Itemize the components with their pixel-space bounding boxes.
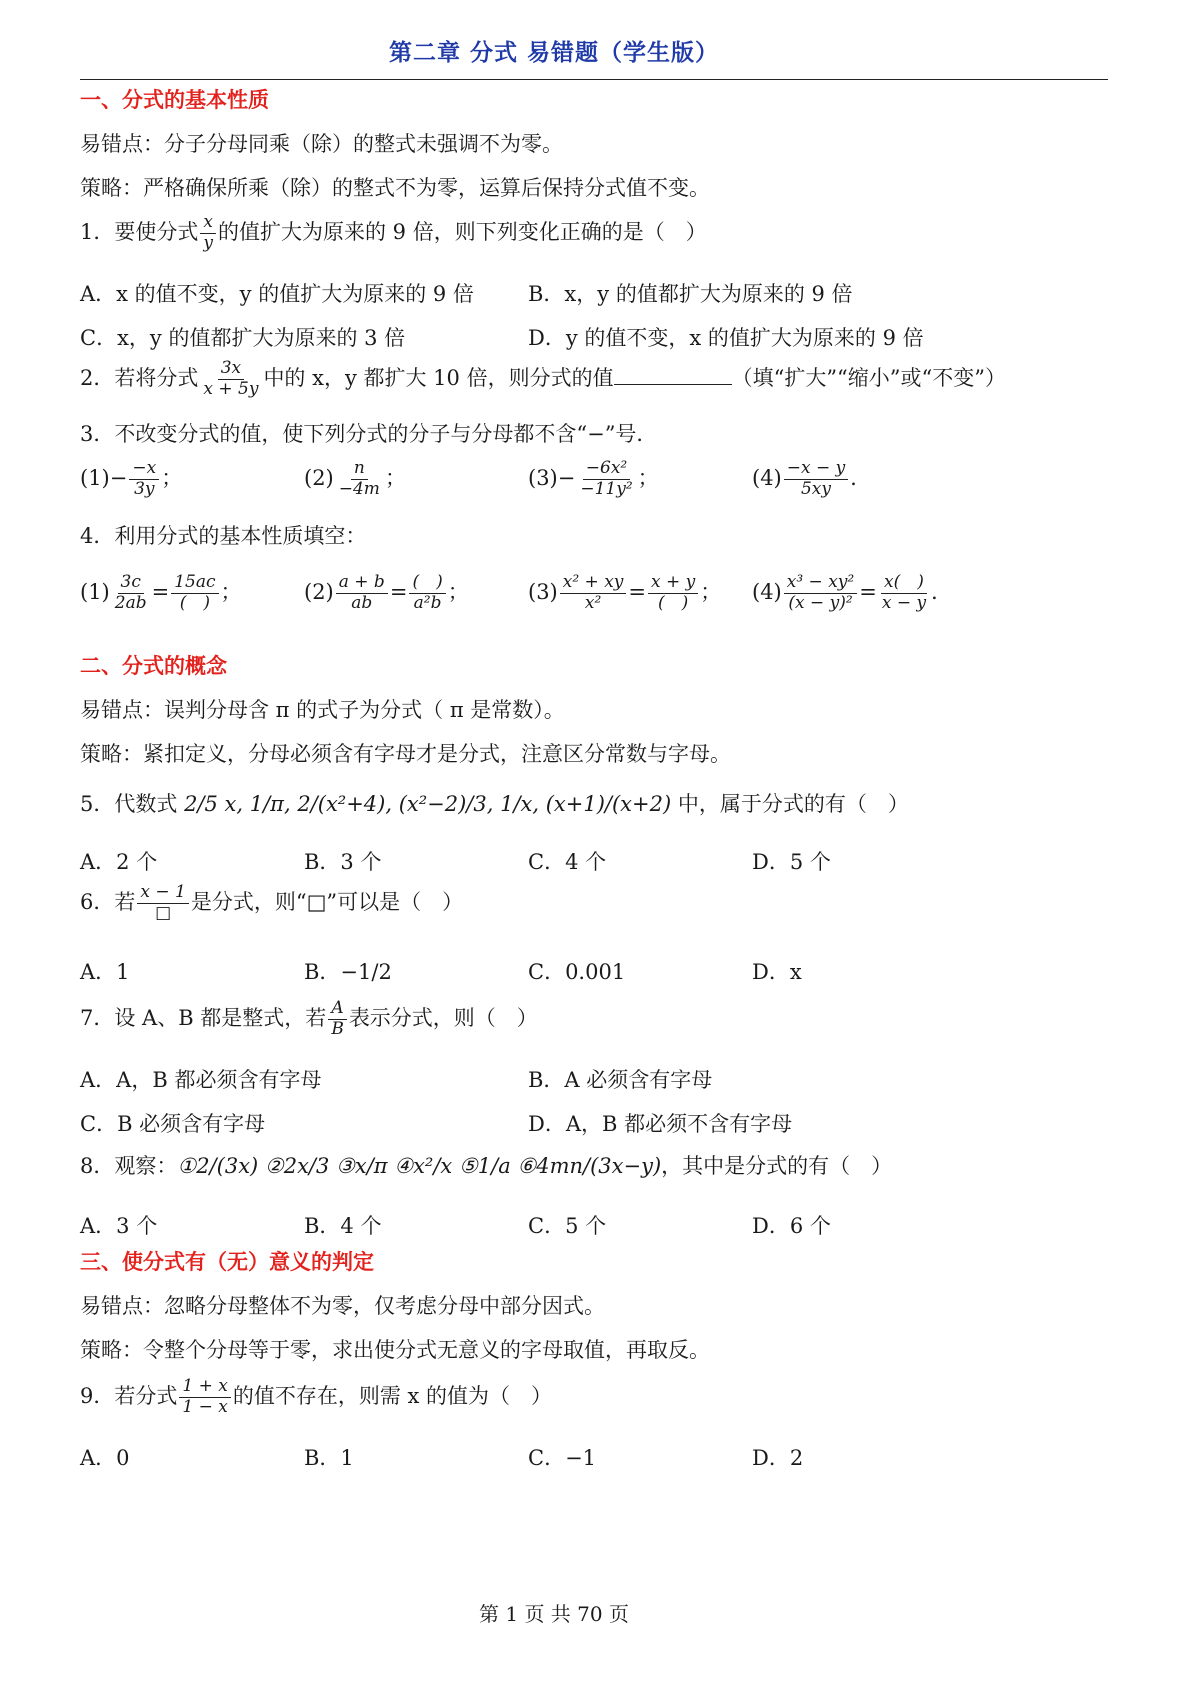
- q1-stem-pre: 1．要使分式: [80, 219, 199, 244]
- question-8: 8．观察：①2/(3x) ②2x/3 ③x/π ④x²/x ⑤1/a ⑥4mn/(3x−y)，其中是分式的有（ ）: [80, 1154, 893, 1178]
- q3-item-2: (2) $\frac{n}{-4m}$ ；: [304, 458, 406, 499]
- q1-stem-post: 的值扩大为原来的 9 倍，则下列变化正确的是（ ）: [217, 219, 707, 244]
- question-2: 2．若将分式 $\frac{3x}{x + 5y}$ 中的 x，y 都扩大 10 倍，则分式的值 （填“扩大”“缩小”或“不变”）: [80, 358, 1006, 399]
- q6-fraction: $\frac{x - 1}{□}$: [137, 884, 188, 923]
- q1-option-a: A．x 的值不变，y 的值扩大为原来的 9 倍: [80, 282, 474, 306]
- q9-option-c: C．−1: [528, 1446, 597, 1470]
- q6-option-d: D．x: [752, 960, 802, 984]
- q9-option-d: D．2: [752, 1446, 804, 1470]
- section-1-strategy: 策略：严格确保所乘（除）的整式不为零，运算后保持分式值不变。: [80, 176, 710, 200]
- q9-option-a: A．0: [80, 1446, 130, 1470]
- section-title-2: 二、分式的概念: [80, 654, 227, 678]
- q8-option-a: A．3 个: [80, 1214, 158, 1238]
- q1-option-d: D．y 的值不变，x 的值扩大为原来的 9 倍: [528, 326, 924, 350]
- q5-option-d: D．5 个: [752, 850, 831, 874]
- q1-fraction: $\frac{x}{y}$: [200, 214, 216, 253]
- question-7: 7．设 A、B 都是整式，若 $\frac{A}{B}$ 表示分式，则（ ）: [80, 998, 538, 1039]
- q8-option-b: B．4 个: [304, 1214, 382, 1238]
- q6-option-c: C．0.001: [528, 960, 626, 984]
- q3-item-4: (4) $\frac{-x - y}{5xy}$ ．: [752, 458, 872, 499]
- q8-option-d: D．6 个: [752, 1214, 831, 1238]
- header-divider: [80, 79, 1108, 80]
- q7-option-c: C．B 必须含有字母: [80, 1112, 266, 1136]
- q7-option-d: D．A，B 都必须不含有字母: [528, 1112, 793, 1136]
- q2-fraction: $\frac{3x}{x + 5y}$: [203, 358, 259, 399]
- section-1-pitfall: 易错点：分子分母同乘（除）的整式未强调不为零。: [80, 132, 563, 156]
- q3-item-3: (3)− $\frac{\text{−6x²}}{\text{−11y²}}$ ；: [528, 458, 659, 499]
- q5-option-c: C．4 个: [528, 850, 607, 874]
- section-3-pitfall: 易错点：忽略分母整体不为零，仅考虑分母中部分因式。: [80, 1294, 605, 1318]
- page-footer: [0, 1598, 1108, 1627]
- q4-item-4: (4) $\frac{\text{x³ − xy²}}{\text{(x − y)²}}$ = $\frac{x( )}{x - y}$ ．: [752, 572, 953, 613]
- question-6: 6．若 $\frac{x - 1}{□}$ 是分式，则“□”可以是（ ）: [80, 882, 464, 923]
- question-1: [80, 214, 707, 253]
- q5-option-a: A．2 个: [80, 850, 158, 874]
- q6-option-b: B．−1/2: [304, 960, 392, 984]
- page-number: 第 1 页 共 70 页: [479, 1602, 629, 1626]
- section-3-strategy: 策略：令整个分母等于零，求出使分式无意义的字母取值，再取反。: [80, 1338, 710, 1362]
- question-5: 5．代数式 2/5 x, 1/π, 2/(x²+4), (x²−2)/3, 1/x, (x+1)/(x+2) 中，属于分式的有（ ）: [80, 792, 909, 816]
- section-title-3: 三、使分式有（无）意义的判定: [80, 1250, 374, 1274]
- q1-option-c: C．x，y 的值都扩大为原来的 3 倍: [80, 326, 406, 350]
- q4-item-1: (1) $\frac{3c}{2ab}$ = $\frac{15ac}{( )}$ ；: [80, 572, 242, 613]
- q8-expressions: ①2/(3x) ②2x/3 ③x/π ④x²/x ⑤1/a ⑥4mn/(3x−y): [177, 1154, 662, 1178]
- q2-answer-blank[interactable]: [614, 384, 732, 385]
- q4-item-3: (3) $\frac{\text{x² + xy}}{\text{x²}}$ = $\frac{x + y}{( )}$ ；: [528, 572, 722, 613]
- section-2-pitfall: 易错点：误判分母含 π 的式子为分式（ π 是常数）。: [80, 698, 565, 722]
- q1-option-b: B．x，y 的值都扩大为原来的 9 倍: [528, 282, 853, 306]
- q7-fraction: $\frac{A}{B}$: [328, 1000, 347, 1039]
- q9-option-b: B．1: [304, 1446, 354, 1470]
- question-3: 3．不改变分式的值，使下列分式的分子与分母都不含“−”号．: [80, 422, 658, 446]
- section-title-1: 一、分式的基本性质: [80, 88, 269, 112]
- q3-item-1: (1)− $\frac{-x}{3y}$ ；: [80, 458, 183, 499]
- page-title: 第二章 分式 易错题（学生版）: [388, 40, 719, 66]
- q4-item-2: (2) $\frac{a + b}{ab}$ = $\frac{( )}{\text{a²b}}$ ；: [304, 572, 469, 613]
- q9-fraction: $\frac{1 + x}{1 - x}$: [179, 1378, 230, 1417]
- q7-option-a: A．A，B 都必须含有字母: [80, 1068, 322, 1092]
- q7-option-b: B．A 必须含有字母: [528, 1068, 713, 1092]
- question-4: 4．利用分式的基本性质填空：: [80, 524, 367, 548]
- q5-expressions: 2/5 x, 1/π, 2/(x²+4), (x²−2)/3, 1/x, (x+1)/(x+2): [184, 792, 672, 816]
- section-2-strategy: 策略：紧扣定义，分母必须含有字母才是分式，注意区分常数与字母。: [80, 742, 731, 766]
- q8-option-c: C．5 个: [528, 1214, 607, 1238]
- q5-option-b: B．3 个: [304, 850, 382, 874]
- question-9: 9．若分式 $\frac{1 + x}{1 - x}$ 的值不存在，则需 x 的值为（ ）: [80, 1376, 553, 1417]
- q6-option-a: A．1: [80, 960, 130, 984]
